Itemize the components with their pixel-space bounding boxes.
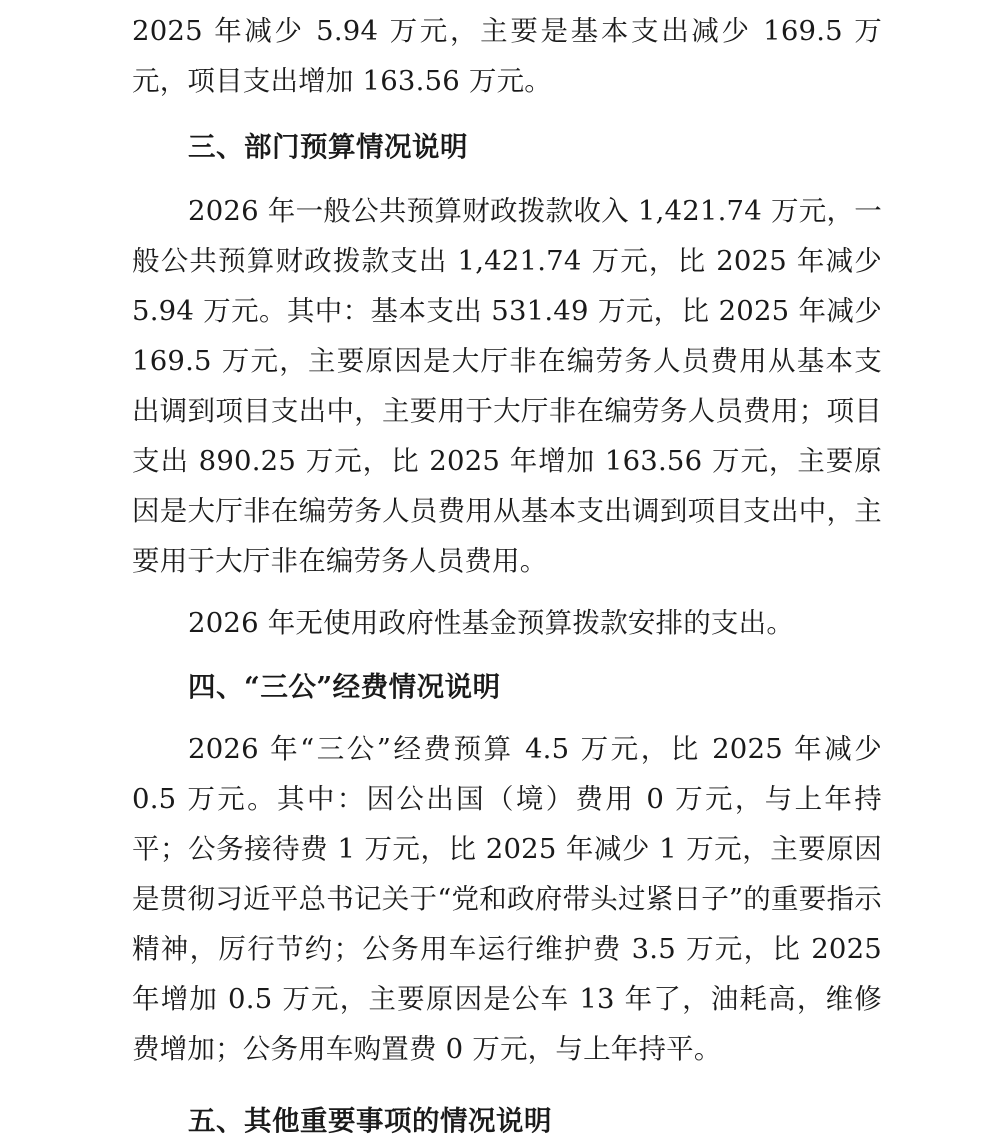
paragraph-sangong-detail: 2026 年“三公”经费预算 4.5 万元，比 2025 年减少 0.5 万元。其中：因公出国（境）费用 0 万元，与上年持平；公务接待费 1 万元，比 2025 年减少 1 万元，主要原因是贯彻习近平总书记关于“党和政府带头过紧日子”的重要指示精神，厉行节约；公务用车运行维护费 3.5 万元，比 2025 年增加 0.5 万元，主要原因是公车 13 年了，油耗高，维修费增加；公务用车购置费 0 万元，与上年持平。 xyxy=(132,733,882,1065)
heading-section-five: 五、其他重要事项的情况说明 xyxy=(188,1105,552,1137)
paragraph-carryover: 2025 年减少 5.94 万元，主要是基本支出减少 169.5 万元，项目支出增加 163.56 万元。 xyxy=(132,15,882,97)
heading-section-four: 四、“三公”经费情况说明 xyxy=(188,671,501,703)
heading-section-three: 三、部门预算情况说明 xyxy=(188,131,468,163)
paragraph-government-fund: 2026 年无使用政府性基金预算拨款安排的支出。 xyxy=(188,607,795,639)
paragraph-budget-detail: 2026 年一般公共预算财政拨款收入 1,421.74 万元，一般公共预算财政拨款支出 1,421.74 万元，比 2025 年减少 5.94 万元。其中：基本支出 531.49 万元，比 2025 年减少 169.5 万元，主要原因是大厅非在编劳务人员费用从基本支出调到项目支出中，主要用于大厅非在编劳务人员费用；项目支出 890.25 万元，比 2025 年增加 163.56 万元，主要原因是大厅非在编劳务人员费用从基本支出调到项目支出中，主要用于大厅非在编劳务人员费用。 xyxy=(132,195,882,577)
